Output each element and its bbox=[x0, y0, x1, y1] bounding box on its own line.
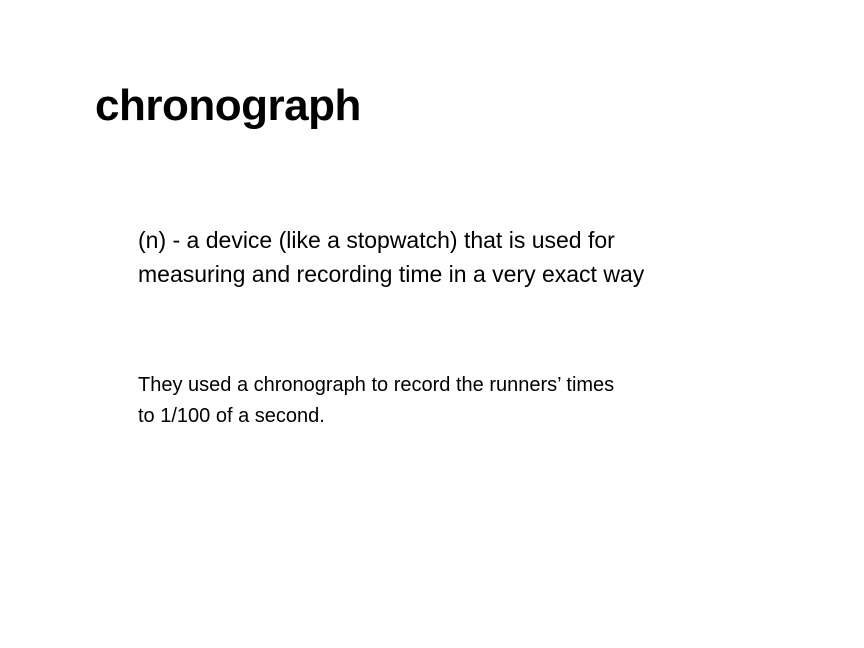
slide-title: chronograph bbox=[95, 81, 361, 130]
example-line: to 1/100 of a second. bbox=[138, 405, 325, 427]
definition-text bbox=[138, 223, 758, 291]
definition-line: (n) - a device (like a stopwatch) that is used for bbox=[138, 227, 615, 253]
definition-line: measuring and recording time in a very exact way bbox=[138, 261, 645, 287]
example-sentence bbox=[138, 370, 758, 432]
example-line: They used a chronograph to record the runners’ times bbox=[138, 374, 615, 396]
